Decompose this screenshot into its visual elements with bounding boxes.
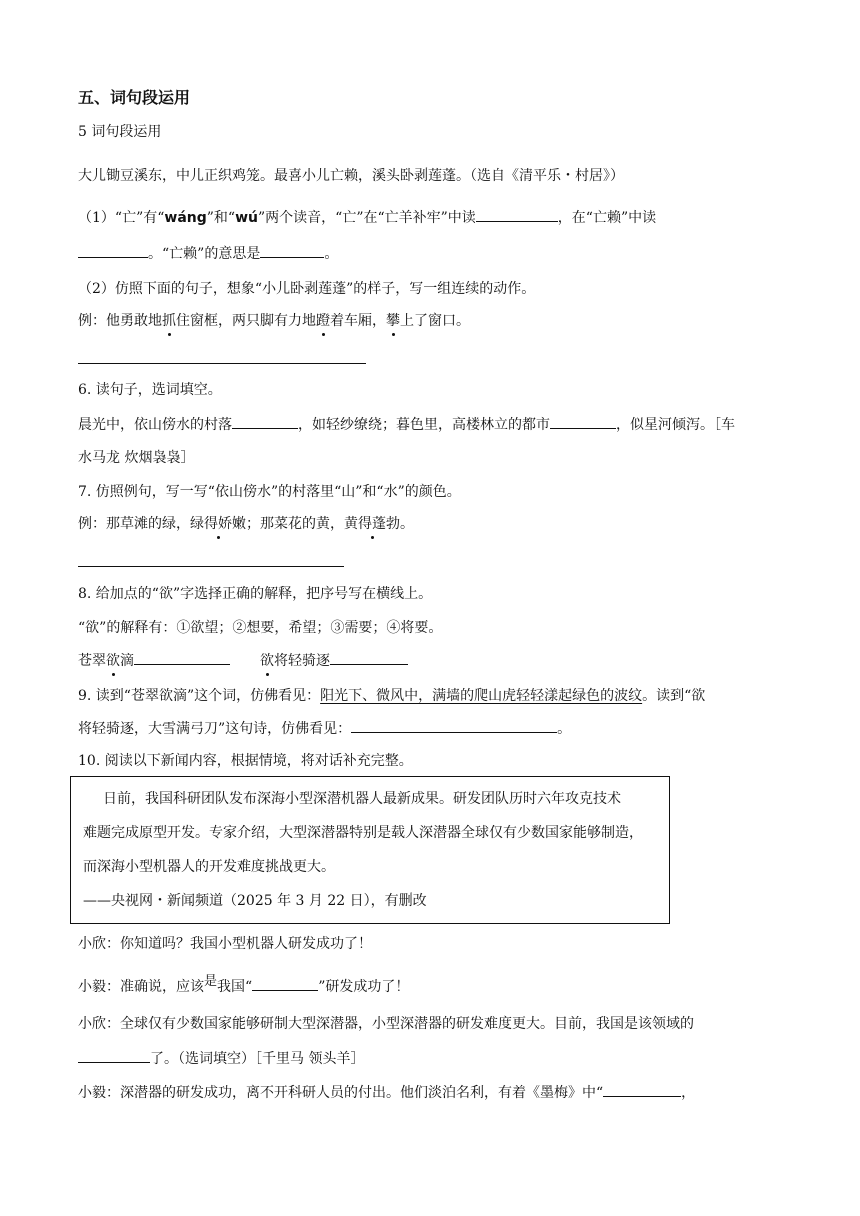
inserted-char: 是 — [204, 974, 218, 989]
answer-blank-3[interactable] — [260, 243, 324, 258]
news-line-1: 日前，我国科研团队发布深海小型深潜机器人最新成果。研发团队历时六年攻克技术 — [103, 791, 621, 807]
q5-part2: （2）仿照下面的句子，想象“小儿卧剥莲蓬”的样子，写一组连续的动作。 — [78, 281, 536, 297]
q8-prompt: 8. 给加点的“欲”字选择正确的解释，把序号写在横线上。 — [78, 586, 433, 602]
q5-part1-line1: （1）“亡”有“wáng”和“wú”两个读音，“亡”在“亡羊补牢”中读 ，在“亡赖”中读 — [78, 207, 656, 228]
dotted-char: 抓 — [162, 313, 176, 329]
dialogue-xiaoxin-1: 小欣：你知道吗？我国小型机器人研发成功了！ — [78, 936, 372, 952]
answer-blank-1[interactable] — [476, 207, 558, 222]
dialogue-xiaoyi-1: 小毅：准确说，应该是我国“ ”研发成功了！ — [78, 974, 410, 995]
q8-definitions: “欲”的解释有：①欲望；②想要，希望；③需要；④将要。 — [78, 620, 443, 636]
answer-line-q5[interactable] — [78, 363, 366, 364]
dialogue-xiaoxin-2-cont: 了。（选词填空）［千里马 领头羊］ — [78, 1048, 364, 1069]
q6-sentence: 晨光中，依山傍水的村落 ，如轻纱缭绕；暮色里，高楼林立的都市 ，似星河倾泻。［车 — [78, 414, 735, 435]
q5-part1-line2: 。“亡赖”的意思是 。 — [78, 243, 338, 264]
answer-blank-2[interactable] — [78, 243, 148, 258]
answer-blank-q6-1[interactable] — [232, 414, 298, 429]
answer-blank-q10-2[interactable] — [78, 1048, 150, 1063]
q6-prompt: 6. 读句子，选词填空。 — [78, 382, 222, 398]
q9-line1: 9. 读到“苍翠欲滴”这个词，仿佛看见：阳光下、微风中，满墙的爬山虎轻轻漾起绿色的波纹。读到“欲 — [78, 688, 706, 704]
answer-line-q7[interactable] — [78, 566, 344, 567]
pinyin-wu: wú — [235, 210, 258, 226]
answer-blank-q10-1[interactable] — [252, 976, 318, 991]
news-box — [70, 776, 670, 924]
answer-blank-q6-2[interactable] — [550, 414, 616, 429]
q6-word-choices: 水马龙 炊烟袅袅］ — [78, 450, 195, 466]
dotted-char: 欲 — [106, 653, 120, 669]
answer-blank-q8-1[interactable] — [134, 650, 230, 665]
dialogue-xiaoxin-2: 小欣：全球仅有少数国家能够研制大型深潜器，小型深潜器的研发难度更大。目前，我国是该领域的 — [78, 1016, 694, 1032]
q5-example: 例：他勇敢地抓住窗框，两只脚有力地蹬着车厢，攀上了窗口。 — [78, 313, 470, 329]
dotted-phrase: 绿得娇嫩 — [190, 516, 246, 532]
dotted-char: 欲 — [260, 653, 274, 669]
pinyin-wang: wáng — [164, 210, 207, 226]
q7-example: 例：那草滩的绿，绿得娇嫩；那菜花的黄，黄得蓬勃。 — [78, 516, 414, 532]
news-line-2: 难题完成原型开发。专家介绍，大型深潜器特别是载人深潜器全球仅有少数国家能够制造， — [83, 825, 643, 841]
answer-blank-q9[interactable] — [351, 718, 557, 733]
q10-prompt: 10. 阅读以下新闻内容，根据情境，将对话补充完整。 — [78, 753, 413, 769]
dotted-char: 蹬 — [316, 313, 330, 329]
q9-line2: 将轻骑逐，大雪满弓刀”这句诗，仿佛看见： 。 — [78, 718, 571, 739]
q7-prompt: 7. 仿照例句，写一写“依山傍水”的村落里“山”和“水”的颜色。 — [78, 484, 461, 500]
dotted-char: 攀 — [386, 313, 400, 329]
section-title: 五、词句段运用 — [78, 88, 191, 107]
q8-items: 苍翠欲滴 欲将轻骑逐 — [78, 650, 408, 671]
news-line-3: 而深海小型机器人的开发难度挑战更大。 — [83, 859, 335, 875]
dotted-phrase: 黄得蓬勃 — [344, 516, 400, 532]
dialogue-xiaoyi-2: 小毅：深潜器的研发成功，离不开科研人员的付出。他们淡泊名利，有着《墨梅》中“ ， — [78, 1082, 695, 1103]
answer-blank-q8-2[interactable] — [330, 650, 408, 665]
q5-poem: 大儿锄豆溪东，中儿正织鸡笼。最喜小儿亡赖，溪头卧剥莲蓬。（选自《清平乐・村居》） — [78, 168, 624, 184]
news-source: ——央视网・新闻频道（2025 年 3 月 22 日），有删改 — [83, 893, 427, 909]
underlined-example: 阳光下、微风中，满墙的爬山虎轻轻漾起绿色的波纹 — [320, 688, 643, 704]
q5-title: 5 词句段运用 — [78, 124, 162, 140]
answer-blank-q10-3[interactable] — [603, 1082, 681, 1097]
